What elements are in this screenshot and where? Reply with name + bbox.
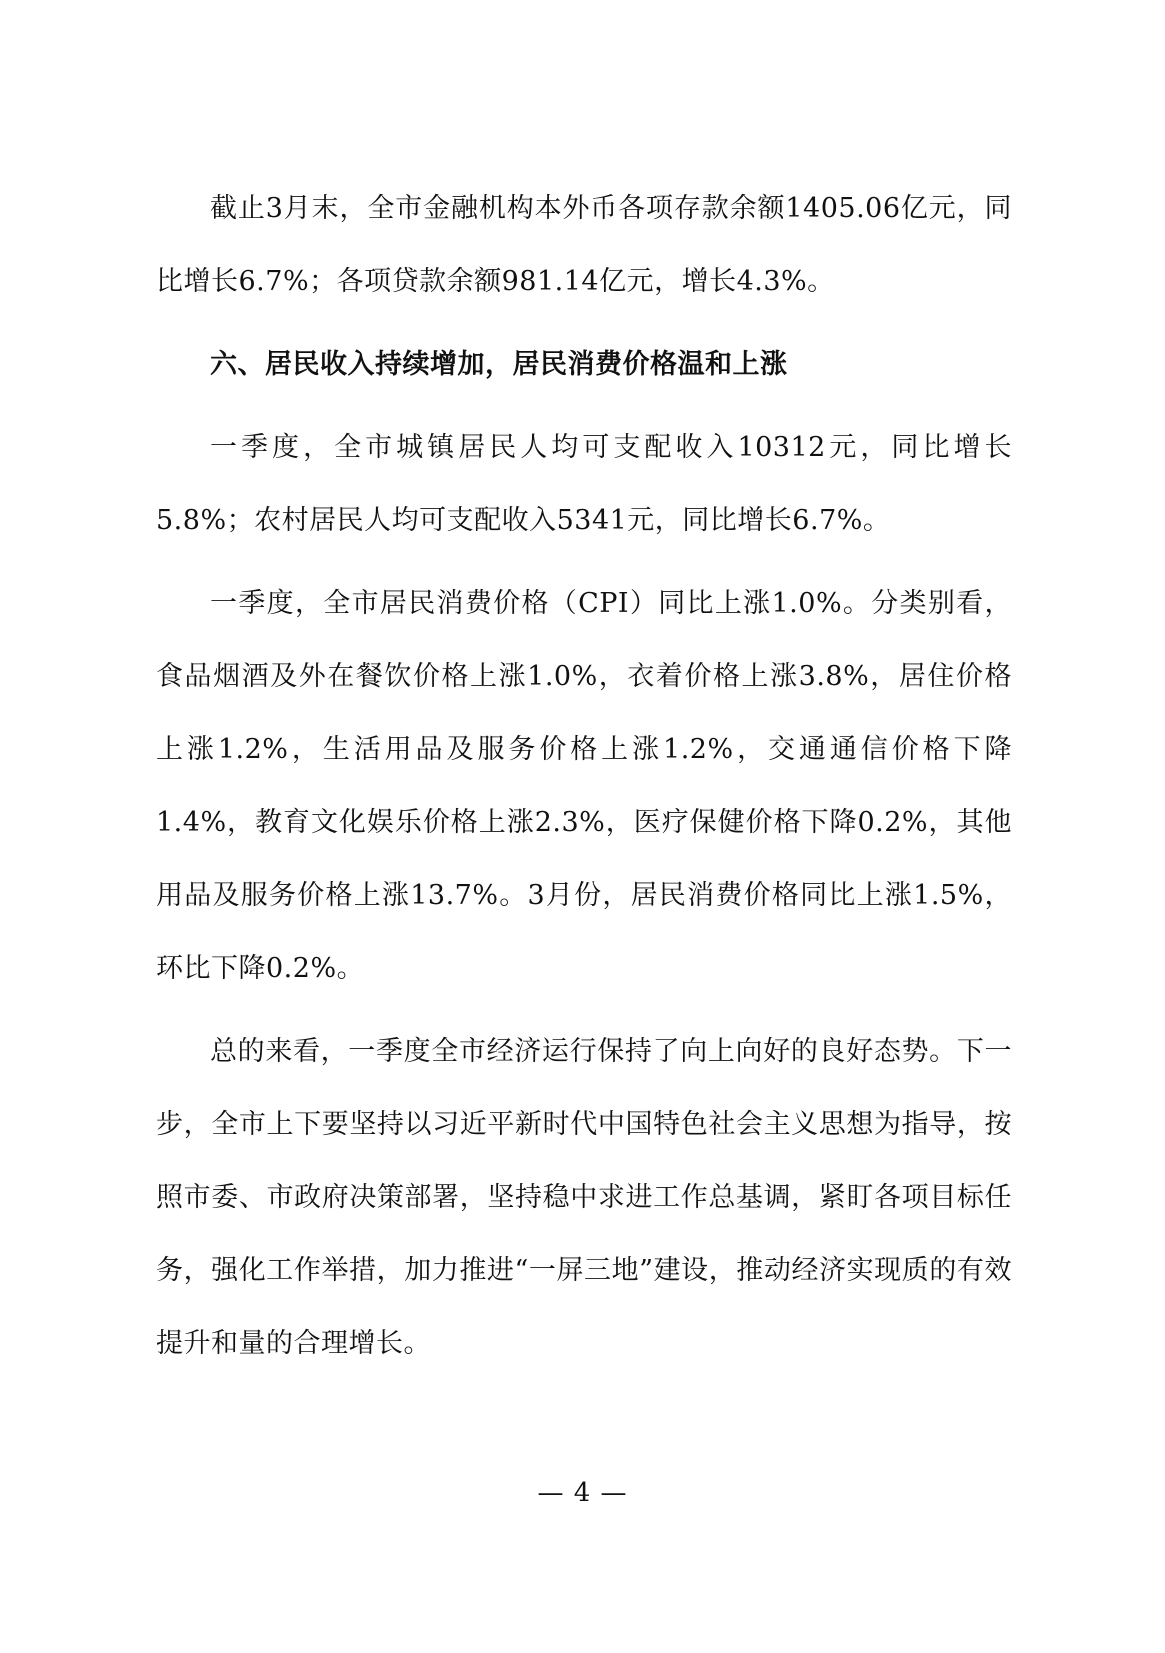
paragraph-income: 一季度，全市城镇居民人均可支配收入10312元，同比增长5.8%；农村居民人均可支配收入5341元，同比增长6.7%。 xyxy=(156,432,1012,536)
paragraph-finance: 截止3月末，全市金融机构本外币各项存款余额1405.06亿元，同比增长6.7%；各项贷款余额981.14亿元，增长4.3%。 xyxy=(156,193,1012,297)
paragraph-summary: 总的来看，一季度全市经济运行保持了向上向好的良好态势。下一步，全市上下要坚持以习近平新时代中国特色社会主义思想为指导，按照市委、市政府决策部署，坚持稳中求进工作总基调，紧盯各项目标任务，强化工作举措，加力推进“一屏三地”建设，推动经济实现质的有效提升和量的合理增长。 xyxy=(156,1036,1012,1359)
section-heading-income-prices: 六、居民收入持续增加，居民消费价格温和上涨 xyxy=(210,349,788,380)
paragraph-cpi: 一季度，全市居民消费价格（CPI）同比上涨1.0%。分类别看，食品烟酒及外在餐饮价格上涨1.0%，衣着价格上涨3.8%，居住价格上涨1.2%，生活用品及服务价格上涨1.2%，交通通信价格下降1.4%，教育文化娱乐价格上涨2.3%，医疗保健价格下降0.2%，其他用品及服务价格上涨13.7%。3月份，居民消费价格同比上涨1.5%，环比下降0.2%。 xyxy=(156,588,1012,984)
page-number: — 4 — xyxy=(537,1478,628,1508)
document-body xyxy=(156,172,1012,1390)
